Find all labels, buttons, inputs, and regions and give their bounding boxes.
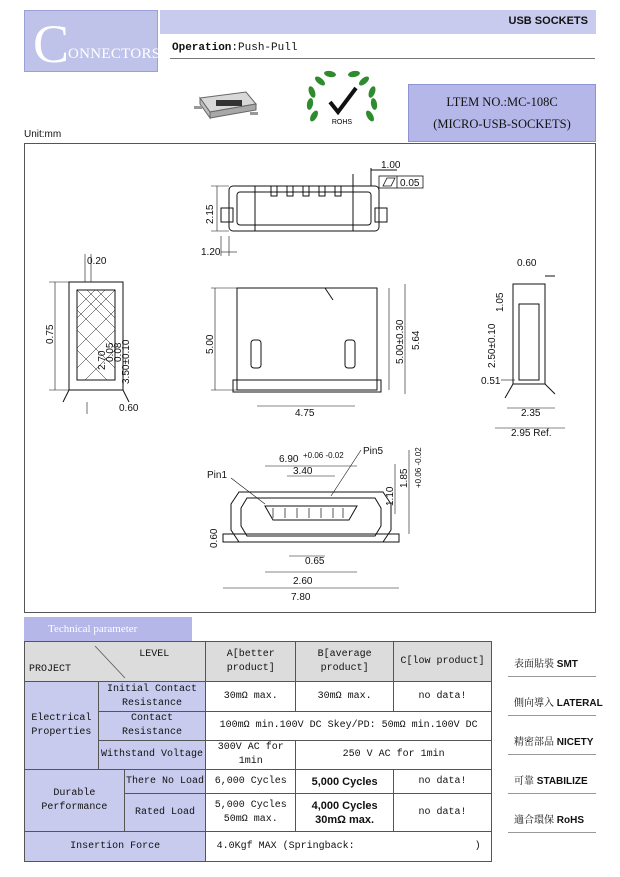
dim-2-70: 2.70 [97,350,108,370]
initial-contact-a: 30mΩ max. [206,682,296,712]
operation-label: Operation [172,42,232,54]
brand-logo [24,10,161,74]
electrical-group: Electrical Properties [25,682,99,770]
withstand-voltage-a: 300V AC for 1min [206,741,296,770]
contact-resistance-label: Contact Resistance [98,712,205,741]
item-number: LTEM NO.:MC-108C [446,95,558,109]
dim-flatness: 0.05 [400,178,420,189]
contact-resistance-value: 100mΩ min.100V DC Skey/PD: 50mΩ min.100V DC [206,712,492,741]
dim-0-60-left: 0.60 [119,403,139,414]
logo-initial: C [33,14,70,74]
dim-0-51: 0.51 [481,376,501,387]
header-divider [170,58,595,59]
rated-load-c: no data! [394,794,492,832]
dim-3-40: 3.40 [293,466,313,477]
feature-item: 表面貼裝 SMT [508,641,596,677]
dim-5-00-tol: 5.00±0.30 [395,319,406,364]
top-view [211,168,423,256]
dim-2-60: 2.60 [293,576,313,587]
withstand-voltage-bc: 250 V AC for 1min [296,741,492,770]
dim-0-65: 0.65 [305,556,325,567]
logo-text: ONNECTORS [68,46,161,62]
rated-load-a-resistance: 50mΩ max. [223,813,278,825]
dim-1-20: 1.20 [201,247,221,258]
rated-load-b-cycles: 4,000 Cycles [311,799,378,812]
initial-contact-c: no data! [394,682,492,712]
rohs-seal [300,68,384,140]
dim-0-60-right: 0.60 [517,258,537,269]
rated-load-b-resistance: 30mΩ max. [315,813,375,826]
feature-item: 適合環保 RoHS [508,797,596,833]
dim-2-50: 2.50±0.10 [487,323,498,368]
dim-4-75: 4.75 [295,408,315,419]
technical-parameter-tab: Technical parameter [24,617,192,641]
front-view [211,284,405,406]
unit-label: Unit:mm [24,129,62,140]
dim-6-90-tol: +0.06 -0.02 [303,451,344,460]
dim-3-50: 3.50±0.10 [121,339,132,384]
side-view-left [49,254,129,414]
col-b-header: B[average product] [296,642,394,682]
dim-2-35: 2.35 [521,408,541,419]
initial-contact-b: 30mΩ max. [296,682,394,712]
feature-item: 側向導入 LATERAL [508,680,596,716]
dim-0-08: 0.08 [113,342,124,362]
item-number-box [408,84,596,142]
dim-1-00: 1.00 [381,160,401,171]
col-c-header: C[low product] [394,642,492,682]
label-pin1: Pin1 [207,470,228,481]
insertion-force-value: 4.0Kgf MAX (Springback: ) [206,832,492,862]
feature-list [508,641,603,836]
dim-0-75: 0.75 [45,324,56,344]
level-project-header [25,642,206,682]
port-view [223,450,409,588]
dim-0-05: 0.05 [105,342,116,362]
item-subtitle: (MICRO-USB-SOCKETS) [433,117,571,131]
dim-6-90: 6.90 [279,454,299,465]
dim-0-20: 0.20 [87,256,107,267]
no-load-c: no data! [394,770,492,794]
rohs-label: ROHS [331,119,353,126]
operation-value: Push-Pull [238,42,298,54]
dim-5-00: 5.00 [205,334,216,354]
rated-load-a [206,794,296,832]
dim-2-95: 2.95 Ref. [511,428,552,439]
operation-line: Operation:Push-Pull [172,42,298,54]
dim-0-60-port: 0.60 [209,528,220,548]
feature-item: 可靠 STABILIZE [508,758,596,794]
rated-load-a-cycles: 5,000 Cycles [214,799,287,811]
rated-load-b [296,794,394,832]
no-load-a: 6,000 Cycles [206,770,296,794]
dim-5-64: 5.64 [411,330,422,350]
dim-7-80: 7.80 [291,592,311,603]
col-a-header: A[better product] [206,642,296,682]
durable-group: Durable Performance [25,770,125,832]
technical-parameter-table [24,641,492,862]
project-label: PROJECT [29,664,72,675]
dim-1-10: 1.10 [385,486,396,506]
dim-1-85: 1.85 [399,468,410,488]
header-bar [160,10,596,34]
label-pin5: Pin5 [363,446,384,457]
rated-load-label: Rated Load [124,794,206,832]
level-label: LEVEL [139,649,170,660]
dim-1-05: 1.05 [495,292,506,312]
no-load-label: There No Load [124,770,206,794]
technical-drawing [24,143,596,613]
dim-1-85-tol: +0.06 -0.02 [414,447,423,488]
dim-2-15: 2.15 [205,204,216,224]
initial-contact-label: Initial Contact Resistance [98,682,205,712]
product-photo [192,78,262,124]
withstand-voltage-label: Withstand Voltage [98,741,205,770]
feature-item: 精密部品 NICETY [508,719,596,755]
category-title: USB SOCKETS [508,15,588,27]
no-load-b: 5,000 Cycles [296,770,394,794]
insertion-force-label: Insertion Force [25,832,206,862]
